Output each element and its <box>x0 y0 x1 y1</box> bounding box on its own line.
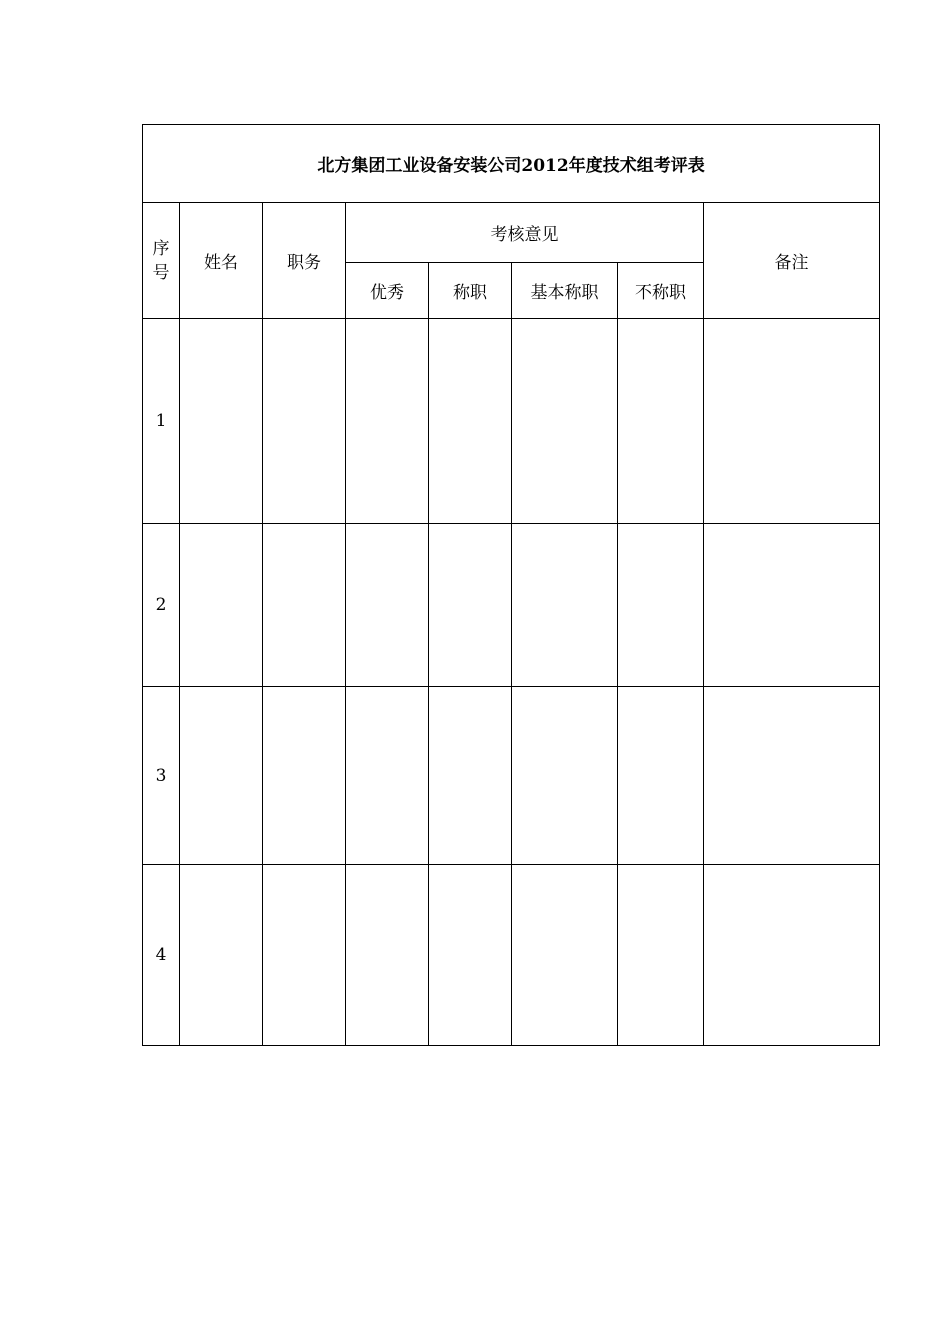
position-cell[interactable] <box>263 524 346 687</box>
incompetent-cell[interactable] <box>618 319 704 524</box>
incompetent-cell[interactable] <box>618 524 704 687</box>
remarks-cell[interactable] <box>704 865 880 1046</box>
basically-competent-header: 基本称职 <box>512 263 618 319</box>
position-header: 职务 <box>263 203 346 319</box>
table-row <box>143 865 880 1046</box>
basically-competent-cell[interactable] <box>512 524 618 687</box>
excellent-header: 优秀 <box>346 263 429 319</box>
row-seq: 2 <box>143 524 180 687</box>
row-seq: 1 <box>143 319 180 524</box>
seq-header-line2: 号 <box>152 262 170 283</box>
row-seq: 3 <box>143 687 180 865</box>
position-cell[interactable] <box>263 687 346 865</box>
competent-cell[interactable] <box>429 319 512 524</box>
remarks-header: 备注 <box>704 203 880 319</box>
basically-competent-cell[interactable] <box>512 687 618 865</box>
remarks-cell[interactable] <box>704 524 880 687</box>
name-cell[interactable] <box>180 319 263 524</box>
seq-header-line1: 序 <box>152 238 170 259</box>
basically-competent-cell[interactable] <box>512 865 618 1046</box>
table-row <box>143 687 880 865</box>
excellent-cell[interactable] <box>346 687 429 865</box>
basically-competent-cell[interactable] <box>512 319 618 524</box>
excellent-cell[interactable] <box>346 865 429 1046</box>
competent-cell[interactable] <box>429 687 512 865</box>
row-seq: 4 <box>143 865 180 1046</box>
incompetent-cell[interactable] <box>618 687 704 865</box>
position-cell[interactable] <box>263 319 346 524</box>
header-row-1 <box>143 203 880 263</box>
competent-cell[interactable] <box>429 865 512 1046</box>
incompetent-header: 不称职 <box>618 263 704 319</box>
title-row <box>143 125 880 203</box>
name-header: 姓名 <box>180 203 263 319</box>
position-cell[interactable] <box>263 865 346 1046</box>
name-cell[interactable] <box>180 524 263 687</box>
competent-header: 称职 <box>429 263 512 319</box>
opinion-group-header: 考核意见 <box>346 203 704 263</box>
name-cell[interactable] <box>180 865 263 1046</box>
remarks-cell[interactable] <box>704 687 880 865</box>
evaluation-table <box>142 124 880 1046</box>
remarks-cell[interactable] <box>704 319 880 524</box>
incompetent-cell[interactable] <box>618 865 704 1046</box>
excellent-cell[interactable] <box>346 524 429 687</box>
seq-header <box>143 203 180 319</box>
name-cell[interactable] <box>180 687 263 865</box>
table-row <box>143 524 880 687</box>
excellent-cell[interactable] <box>346 319 429 524</box>
table-title: 北方集团工业设备安装公司2012年度技术组考评表 <box>143 125 880 203</box>
table-row <box>143 319 880 524</box>
competent-cell[interactable] <box>429 524 512 687</box>
